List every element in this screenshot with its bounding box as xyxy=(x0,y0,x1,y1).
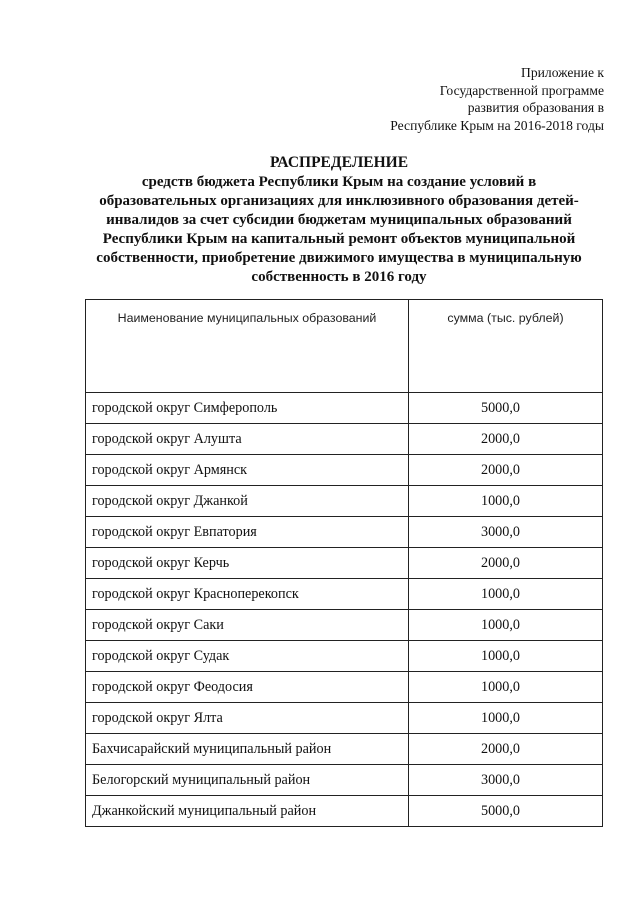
amount-value: 1000,0 xyxy=(409,579,603,610)
title-heading: РАСПРЕДЕЛЕНИЕ xyxy=(269,154,409,171)
appendix-line: развития образования в xyxy=(467,100,604,115)
title-line: средств бюджета Республики Крым на создание условий в xyxy=(141,174,537,190)
table-row xyxy=(86,424,603,455)
amount-value: 3000,0 xyxy=(409,517,603,548)
table-row xyxy=(86,703,603,734)
table-row xyxy=(86,641,603,672)
municipality-name: городской округ Саки xyxy=(86,610,409,641)
appendix-note xyxy=(390,64,604,134)
title-line: образовательных организациях для инклюзивного образования детей- xyxy=(99,193,579,209)
municipality-name: Бахчисарайский муниципальный район xyxy=(86,734,409,765)
amount-value: 1000,0 xyxy=(409,486,603,517)
appendix-line: Государственной программе xyxy=(439,82,604,98)
document-title xyxy=(40,153,638,287)
municipality-name: городской округ Ялта xyxy=(86,703,409,734)
municipality-name: городской округ Джанкой xyxy=(86,486,409,517)
column-header-amount: сумма (тыс. рублей) xyxy=(409,300,603,393)
table-row xyxy=(86,579,603,610)
amount-value: 1000,0 xyxy=(409,641,603,672)
title-line: Республики Крым на капитальный ремонт объектов муниципальной xyxy=(102,231,576,247)
table-row xyxy=(86,734,603,765)
title-line: инвалидов за счет субсидии бюджетам муниципальных образований xyxy=(106,212,572,228)
municipality-name: городской округ Судак xyxy=(86,641,409,672)
column-header-name: Наименование муниципальных образований xyxy=(86,300,409,393)
amount-value: 5000,0 xyxy=(409,393,603,424)
municipality-name: городской округ Красноперекопск xyxy=(86,579,409,610)
municipality-name: городской округ Армянск xyxy=(86,455,409,486)
table-row xyxy=(86,548,603,579)
appendix-line: Республике Крым на 2016-2018 годы xyxy=(390,117,604,133)
municipality-name: Белогорский муниципальный район xyxy=(86,765,409,796)
table-row xyxy=(86,610,603,641)
amount-value: 2000,0 xyxy=(409,734,603,765)
title-line: собственность в 2016 году xyxy=(251,269,427,285)
municipality-name: городской округ Симферополь xyxy=(86,393,409,424)
table-row xyxy=(86,672,603,703)
table-row xyxy=(86,765,603,796)
table-row xyxy=(86,486,603,517)
amount-value: 1000,0 xyxy=(409,610,603,641)
distribution-table xyxy=(85,299,603,827)
table-header-row xyxy=(86,300,603,393)
municipality-name: Джанкойский муниципальный район xyxy=(86,796,409,827)
amount-value: 2000,0 xyxy=(409,548,603,579)
amount-value: 1000,0 xyxy=(409,703,603,734)
municipality-name: городской округ Феодосия xyxy=(86,672,409,703)
amount-value: 3000,0 xyxy=(409,765,603,796)
appendix-line: Приложение к xyxy=(521,65,604,80)
table-row xyxy=(86,796,603,827)
amount-value: 5000,0 xyxy=(409,796,603,827)
amount-value: 2000,0 xyxy=(409,424,603,455)
table-row xyxy=(86,455,603,486)
title-line: собственности, приобретение движимого имущества в муниципальную xyxy=(96,250,582,266)
municipality-name: городской округ Керчь xyxy=(86,548,409,579)
table-row xyxy=(86,517,603,548)
table-row xyxy=(86,393,603,424)
municipality-name: городской округ Евпатория xyxy=(86,517,409,548)
amount-value: 1000,0 xyxy=(409,672,603,703)
municipality-name: городской округ Алушта xyxy=(86,424,409,455)
amount-value: 2000,0 xyxy=(409,455,603,486)
